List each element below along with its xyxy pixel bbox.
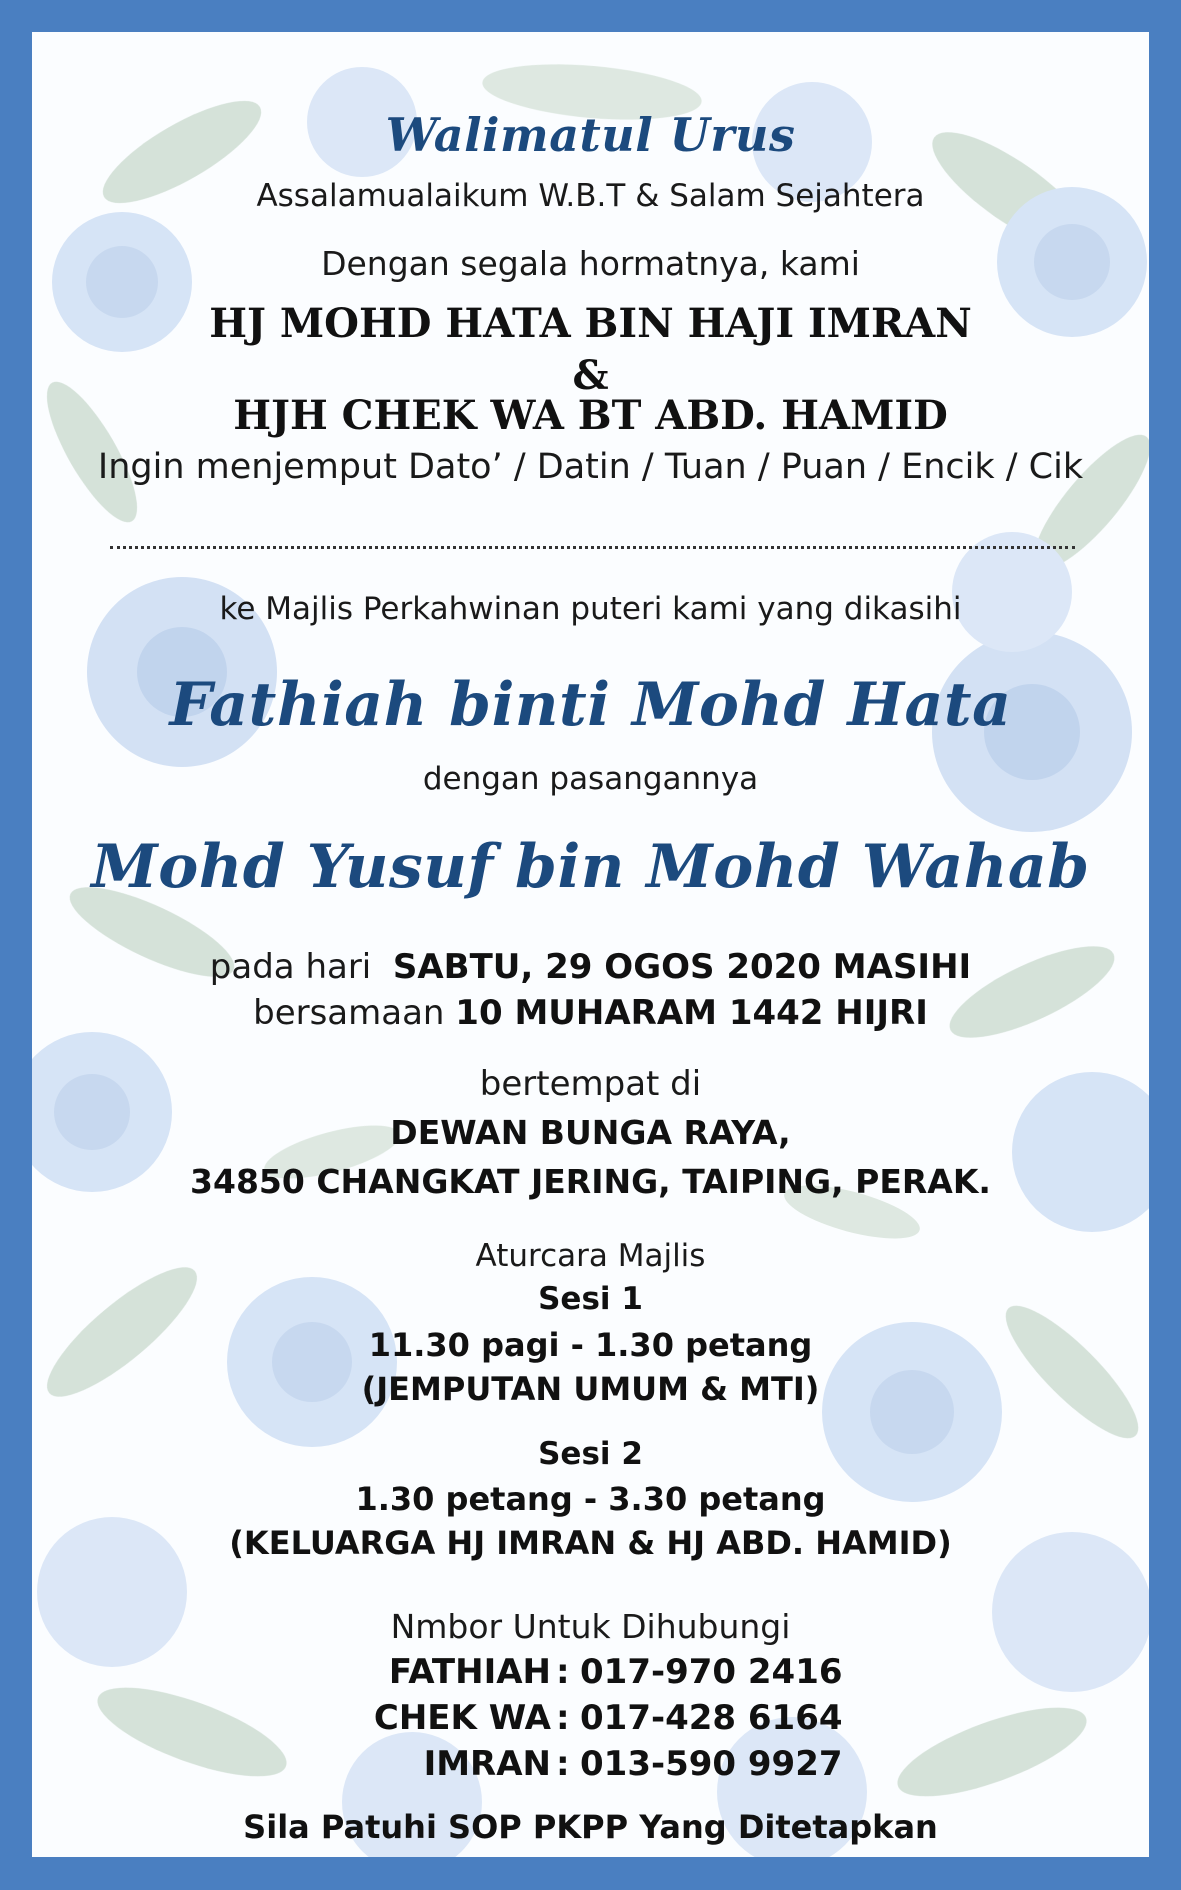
- contact-phone: 017-428 6164: [580, 1698, 843, 1738]
- script-title: Walimatul Urus: [385, 108, 796, 162]
- blank-name-dotted-line: [110, 546, 1075, 549]
- contact-row: [32, 1652, 1149, 1696]
- host-2-name: HJH CHEK WA BT ABD. HAMID: [233, 392, 948, 439]
- invitation-content: [32, 32, 1149, 1857]
- session-2-guests: (KELUARGA HJ IMRAN & HJ ABD. HAMID): [229, 1524, 952, 1562]
- contact-separator: :: [556, 1698, 570, 1738]
- invitation-card: [32, 32, 1149, 1857]
- venue-line-1: DEWAN BUNGA RAYA,: [390, 1113, 791, 1152]
- session-1-name: Sesi 1: [538, 1281, 643, 1317]
- intro-text: Dengan segala hormatnya, kami: [321, 244, 860, 283]
- contact-name: IMRAN: [423, 1744, 551, 1784]
- date-value: SABTU, 29 OGOS 2020 MASIHI: [392, 947, 972, 987]
- contact-phone: 017-970 2416: [580, 1652, 843, 1692]
- session-1-guests: (JEMPUTAN UMUM & MTI): [361, 1370, 820, 1408]
- bride-name: Fathiah binti Mohd Hata: [169, 670, 1012, 740]
- hijri-value: 10 MUHARAM 1442 HIJRI: [455, 993, 928, 1033]
- ampersand: &: [572, 352, 609, 399]
- contact-row: [32, 1698, 1149, 1742]
- contact-name: FATHIAH: [388, 1652, 551, 1692]
- session-2-name: Sesi 2: [538, 1436, 643, 1472]
- date-gregorian: [32, 947, 1149, 987]
- contact-separator: :: [556, 1652, 570, 1692]
- joiner-text: dengan pasangannya: [422, 761, 759, 797]
- groom-name: Mohd Yusuf bin Mohd Wahab: [91, 832, 1090, 902]
- contact-name: CHEK WA: [373, 1698, 551, 1738]
- invite-line: Ingin menjemput Dato’ / Datin / Tuan / Puan / Encik / Cik: [97, 447, 1084, 487]
- occasion-line: ke Majlis Perkahwinan puteri kami yang dikasihi: [219, 591, 962, 627]
- contact-phone: 013-590 9927: [580, 1744, 843, 1784]
- contacts-title: Nmbor Untuk Dihubungi: [390, 1607, 791, 1646]
- program-title: Aturcara Majlis: [475, 1238, 706, 1274]
- date-prefix: pada hari: [209, 947, 372, 987]
- venue-prefix: bertempat di: [479, 1064, 702, 1104]
- date-hijri: [32, 993, 1149, 1033]
- greeting: Assalamualaikum W.B.T & Salam Sejahtera: [256, 178, 925, 214]
- host-1-name: HJ MOHD HATA BIN HAJI IMRAN: [209, 300, 972, 347]
- footer-note: Sila Patuhi SOP PKPP Yang Ditetapkan: [243, 1808, 938, 1846]
- contact-row: [32, 1744, 1149, 1788]
- hijri-prefix: bersamaan: [253, 993, 445, 1033]
- contact-separator: :: [556, 1744, 570, 1784]
- venue-line-2: 34850 CHANGKAT JERING, TAIPING, PERAK.: [190, 1162, 991, 1201]
- session-2-time: 1.30 petang - 3.30 petang: [355, 1480, 826, 1518]
- session-1-time: 11.30 pagi - 1.30 petang: [368, 1326, 813, 1364]
